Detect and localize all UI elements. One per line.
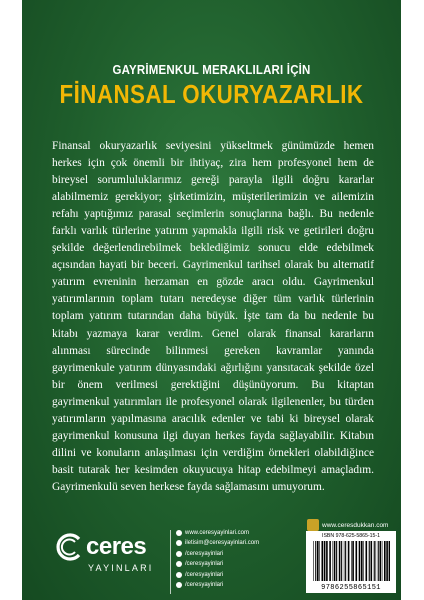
barcode-stripe (351, 541, 352, 581)
instagram-icon (176, 572, 182, 578)
barcode-stripe (339, 541, 341, 581)
contact-twitter[interactable]: /ceresyayinlari (176, 559, 259, 568)
barcode-stripe (341, 541, 342, 581)
barcode-stripe (374, 541, 375, 581)
publisher-divider (170, 530, 171, 594)
barcode-stripe (326, 541, 328, 581)
contact-youtube[interactable]: /ceresyayinlari (176, 580, 259, 589)
barcode-stripe (345, 541, 346, 581)
barcode-stripe (384, 541, 386, 581)
barcode-number: 9786255865151 (321, 584, 381, 592)
barcode-stripe (380, 541, 382, 581)
barcode-stripe (389, 541, 390, 581)
publisher-name: ceres (86, 533, 147, 560)
publisher-contacts (176, 528, 259, 591)
barcode-stripe (352, 541, 354, 581)
barcode-stripe (334, 541, 336, 581)
barcode-stripe (378, 541, 379, 581)
globe-icon (176, 530, 182, 536)
contact-facebook[interactable]: /ceresyayinlari (176, 549, 259, 558)
barcode-stripe (344, 541, 345, 581)
publisher-logo (54, 532, 153, 573)
mail-icon (176, 540, 182, 546)
barcode-stripe (329, 541, 331, 581)
barcode-stripe (376, 541, 377, 581)
barcode-stripe (356, 541, 358, 581)
book-back-cover (22, 0, 401, 600)
barcode-stripe (333, 541, 334, 581)
barcode-stripe (317, 541, 319, 581)
store-link[interactable] (307, 519, 388, 531)
barcode-stripe (371, 541, 373, 581)
facebook-icon (176, 551, 182, 557)
shop-icon (307, 519, 319, 531)
barcode-stripe (319, 541, 320, 581)
barcode-box (306, 531, 396, 593)
barcode-stripe (366, 541, 368, 581)
barcode-stripe (386, 541, 388, 581)
barcode-stripe (315, 541, 316, 581)
barcode-stripe (361, 541, 363, 581)
barcode-bars (312, 541, 390, 581)
barcode-stripe (369, 541, 370, 581)
cover-title: FİNANSAL OKURYAZARLIK (59, 79, 364, 109)
barcode-stripe (359, 541, 361, 581)
barcode-stripe (322, 541, 324, 581)
cover-blurb: Finansal okuryazarlık seviyesini yükseltmek günümüzde hemen herkes için çok önemli bir ihtiyaç, zira hem profesyonel hem de bireysel sorumluluklarımız gereği parayla ilgili doğru kararlar alabilmemiz gerekiyor; şirketimizin, müşterilerimizin ve ailemizin refahı yaptığımız parasal seçimlerin sonuçlarına bağlı. Bu nedenle farklı varlık türlerine yatırım yapmakla ilgili risk ve getirileri doğru şekilde değerlendirebilmek beklediğimiz sonucu elde edebilmek açısından hayati bir beceri. Gayrimenkul tarihsel olarak bu alternatif yatırım evreninin herzaman en gözde aracı oldu. Gayrimenkul yatırımlarının toplam tutarı neredeyse diğer tüm varlık türlerinin toplam yatırım tutarından daha büyük. İşte tam da bu nedenle bu kitabı yazmaya karar verdim. Genel olarak finansal kararların alınması sürecinde bilinmesi gereken kavramlar yanında gayrimenkule yatırım dünyasındaki ağırlığını yansıtacak şekilde özel bir önem verilmesi gerektiğini düşünüyorum. Bu kitaptan gayrimenkul yatırımları ile profesyonel olarak ilgilenenler, bu türden yatırımların yapılmasına aracılık edenler ve tabi ki bireysel olarak gayrimenkul konusuna ilgi duyan herkes fayda sağlayabilir. Kitabın dilini ve konuların anlaşılması için verdiğim örnekleri olabildiğince basit tutarak her kesimden okuyucuya hitap edebilmeyi amaçladım. Gayrimenkulü seven herkese fayda sağlamasını umuyorum. (52, 140, 374, 493)
store-url: www.ceresdukkan.com (322, 521, 389, 529)
publisher-tagline: YAYINLARI (88, 563, 154, 573)
isbn-text: ISBN 978-625-5865-15-1 (322, 533, 380, 539)
youtube-icon (176, 582, 182, 588)
contact-instagram[interactable]: /ceresyayinlari (176, 570, 259, 579)
contact-website[interactable]: www.ceresyayinlari.com (176, 528, 259, 537)
barcode-stripe (336, 541, 337, 581)
barcode-stripe (324, 541, 326, 581)
cover-subtitle: GAYRİMENKUL MERAKLILARI İÇİN (112, 63, 311, 77)
barcode-stripe (348, 541, 350, 581)
barcode-stripe (382, 541, 383, 581)
barcode-stripe (313, 541, 314, 581)
twitter-icon (176, 561, 182, 567)
barcode-stripe (363, 541, 364, 581)
contact-email[interactable]: iletisim@ceresyayinlari.com (176, 538, 259, 547)
ceres-c-logo-icon (54, 532, 84, 562)
